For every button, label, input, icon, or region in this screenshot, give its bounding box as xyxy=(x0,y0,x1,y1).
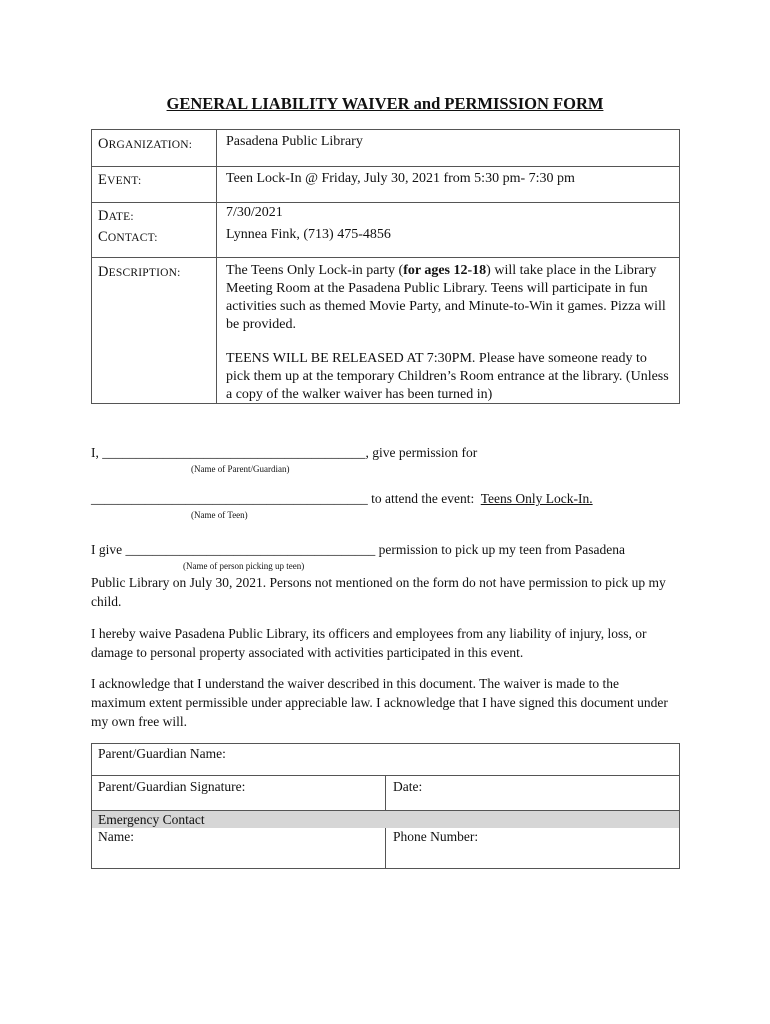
teen-name-line: _________________________________________ to attend the event: Teens Only Lock-In. xyxy=(91,491,593,506)
organization-value: Pasadena Public Library xyxy=(226,134,363,149)
table-divider xyxy=(92,810,679,811)
organization-label: ORGANIZATION: xyxy=(98,136,193,152)
event-value: Teen Lock-In @ Friday, July 30, 2021 from 5:30 pm- 7:30 pm xyxy=(226,171,575,186)
emergency-name-field[interactable]: Name: xyxy=(98,829,134,844)
acknowledgement-paragraph: I acknowledge that I understand the waiver described in this document. The waiver is made to the maximum extent permissible under appreciable law. I acknowledge that I have signed this document under my own free will. xyxy=(91,676,668,729)
form-title: GENERAL LIABILITY WAIVER and PERMISSION FORM xyxy=(166,94,604,113)
table-divider xyxy=(92,202,679,203)
liability-paragraph: I hereby waive Pasadena Public Library, its officers and employees from any liability of injury, loss, or damage to personal property associated with activities participated in this event. xyxy=(91,626,647,660)
description-label: DESCRIPTION: xyxy=(98,264,181,280)
date-label: DATE: xyxy=(98,208,134,224)
phone-number-field[interactable]: Phone Number: xyxy=(393,829,479,844)
pickup-person-line: I give _____________________________________ permission to pick up my teen from Pasadena xyxy=(91,542,625,557)
pickup-paragraph: Public Library on July 30, 2021. Persons not mentioned on the form do not have permission to pick up my child. xyxy=(91,575,666,609)
date-value: 7/30/2021 xyxy=(226,205,283,220)
guardian-name-field[interactable]: Parent/Guardian Name: xyxy=(98,746,226,761)
event-label: EVENT: xyxy=(98,172,142,188)
guardian-name-caption: (Name of Parent/Guardian) xyxy=(191,464,290,474)
pickup-person-caption: (Name of person picking up teen) xyxy=(183,561,305,571)
guardian-signature-field[interactable]: Parent/Guardian Signature: xyxy=(98,779,246,794)
table-divider xyxy=(92,166,679,167)
contact-value: Lynnea Fink, (713) 475-4856 xyxy=(226,227,391,242)
description-paragraph-1: The Teens Only Lock-in party (for ages 12-18) will take place in the Library Meeting Room at the Pasadena Public Library. Teens will participate in fun activities such as themed Movie Party, and Minute-to-Win it games. Pizza will be provided. xyxy=(226,263,666,332)
emergency-contact-heading: Emergency Contact xyxy=(98,812,205,827)
table-divider xyxy=(385,828,386,869)
table-divider xyxy=(92,257,679,258)
guardian-permission-line: I, _______________________________________, give permission for xyxy=(91,445,478,460)
table-divider xyxy=(385,775,386,810)
contact-label: CONTACT: xyxy=(98,229,158,245)
date-field[interactable]: Date: xyxy=(393,779,423,794)
description-paragraph-2: TEENS WILL BE RELEASED AT 7:30PM. Please have someone ready to pick them up at the temporary Children’s Room entrance at the library. (Unless a copy of the walker waiver has been turned in) xyxy=(226,351,669,402)
table-divider xyxy=(216,130,217,403)
event-info-table xyxy=(91,129,680,404)
signature-table xyxy=(91,743,680,869)
event-name: Teens Only Lock-In. xyxy=(480,491,593,506)
teen-name-caption: (Name of Teen) xyxy=(191,510,248,520)
